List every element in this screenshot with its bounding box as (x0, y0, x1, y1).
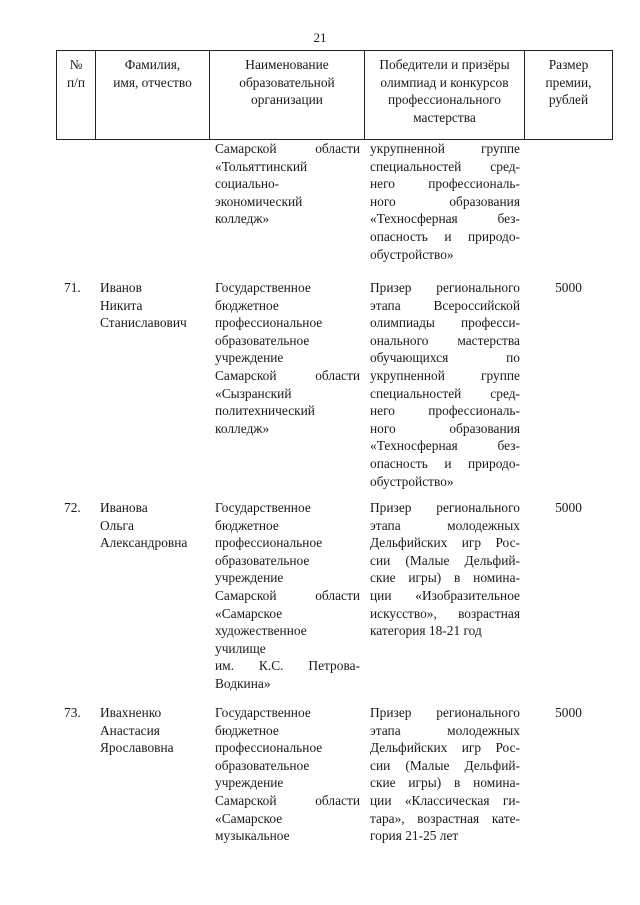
header-winners: Победители и призёры олимпиад и конкурсов профессионального мастерства (379, 57, 510, 125)
page-number: 21 (313, 30, 327, 45)
row-71-name: Иванов Никита Станиславович (100, 280, 187, 331)
row-71-prize: 5000 (555, 280, 582, 295)
row-73-org: Государственное бюджетное профессиональное образовательное учреждение Самарской области «Самарское музыкальное (215, 705, 360, 844)
row-73-num: 73. (64, 705, 81, 720)
row-71-org: Государственное бюджетное профессиональное образовательное учреждение Самарской области «Сызранский политехнический колледж» (215, 280, 360, 436)
row-72-num: 72. (64, 500, 81, 515)
header-org: Наименование образовательной организации (239, 57, 335, 108)
continued-award-cell: укрупненной группе специальностей сред- него профессиональ- ного образования «Техносферная без- опасность и природо- обустройство» (370, 141, 520, 262)
row-71-award: Призер регионального этапа Всероссийской олимпиады професси- онального мастерства обучающихся по укрупненной группе специальностей сред- него профессиональ- ного образования «Техносферная без- опасность и природо- обустройство» (370, 280, 520, 489)
row-73-award: Призер регионального этапа молодежных Дельфийских игр Рос- сии (Малые Дельфий- ские игры) в номина- ции «Классическая ги- тара», возрастная кате- гория 21-25 лет (370, 705, 520, 844)
table-top-rule (56, 50, 613, 51)
col-rule-right (612, 50, 613, 140)
row-72-org: Государственное бюджетное профессиональное образовательное учреждение Самарской области «Самарское художественное училище им. К.С. Петрова- Водкина» (215, 500, 360, 691)
row-73-name: Ивахненко Анастасия Ярославовна (100, 705, 174, 756)
header-name: Фамилия, имя, отчество (113, 57, 192, 90)
row-73-prize: 5000 (555, 705, 582, 720)
row-72-prize: 5000 (555, 500, 582, 515)
awards-table (56, 50, 613, 905)
header-num: № п/п (66, 57, 86, 90)
header-prize: Размер премии, рублей (545, 57, 592, 108)
row-71-num: 71. (64, 280, 81, 295)
row-72-award: Призер регионального этапа молодежных Дельфийских игр Рос- сии (Малые Дельфий- ские игры) в номина- ции «Изобразительное искусство», возрастная категория 18-21 год (370, 500, 520, 639)
continued-org-cell: Самарской области «Тольяттинский социально- экономический колледж» (215, 141, 360, 227)
row-72-name: Иванова Ольга Александровна (100, 500, 188, 551)
